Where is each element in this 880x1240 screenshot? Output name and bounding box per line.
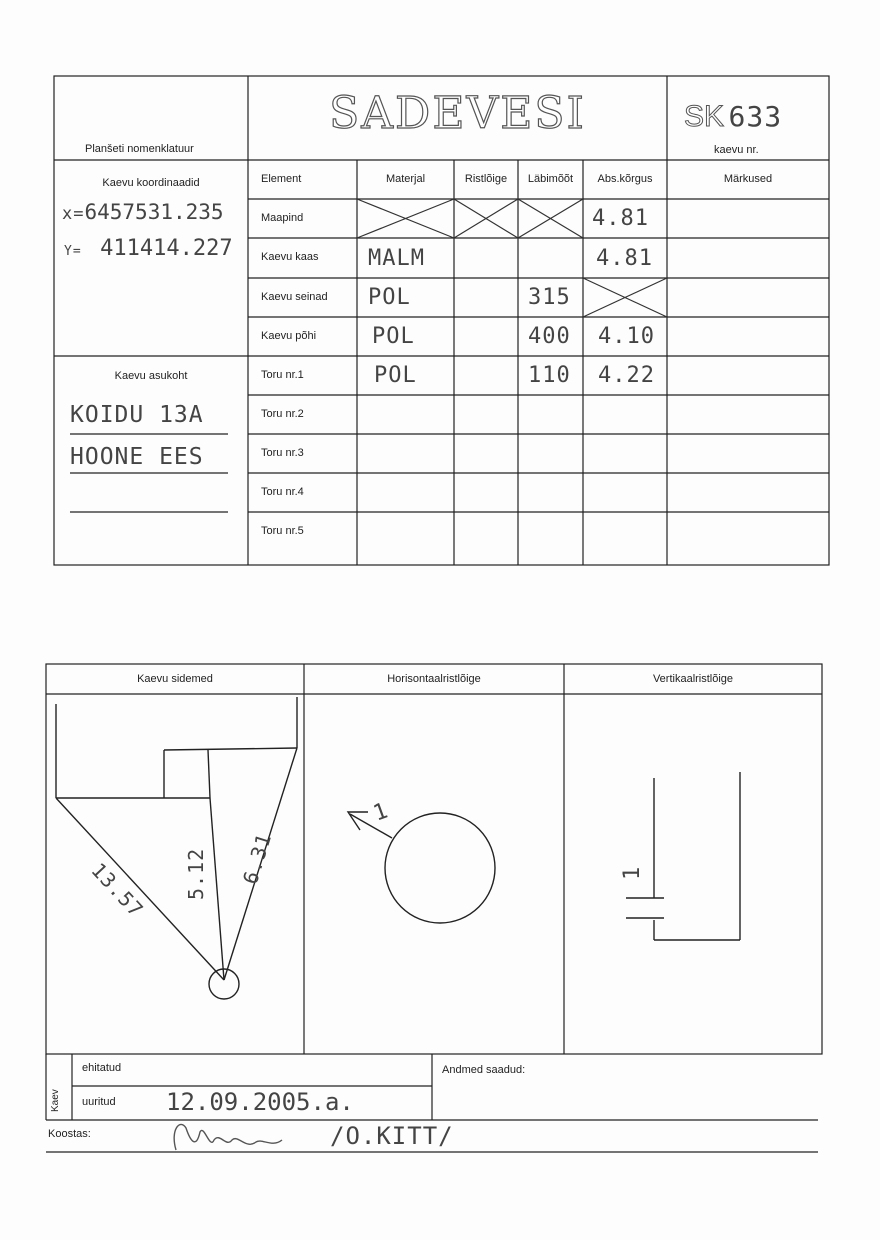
cell-abs-korgus: 4.22 (598, 363, 655, 388)
cell-materjal: POL (368, 285, 411, 310)
dimension-label: 6.31 (238, 830, 277, 888)
koostas-label: Koostas: (48, 1128, 91, 1140)
row-element: Kaevu seinad (261, 291, 328, 303)
row-element: Maapind (261, 212, 304, 224)
cell-abs-korgus: 4.81 (596, 246, 653, 271)
col-element: Element (261, 173, 302, 185)
x-value: 6457531.235 (84, 200, 224, 224)
row-element: Toru nr.2 (261, 408, 304, 420)
form-title: SADEVESI (329, 88, 586, 139)
col-labimoot: Läbimõõt (527, 173, 574, 185)
row-element: Kaevu kaas (261, 251, 319, 263)
row-element: Kaevu põhi (261, 330, 317, 342)
nomenclature-label: Planšeti nomenklatuur (85, 143, 194, 155)
cell-labimoot: 315 (528, 285, 571, 310)
andmed-label: Andmed saadud: (442, 1064, 526, 1076)
uuritud-label: uuritud (82, 1096, 116, 1108)
col-materjal: Materjal (385, 173, 426, 185)
well-number-label: kaevu nr. (714, 144, 759, 156)
dimension-label: 5.12 (184, 847, 208, 900)
koostas-name: /O.KITT/ (330, 1122, 454, 1150)
cell-labimoot: 110 (528, 363, 571, 388)
row-element: Toru nr.3 (261, 447, 304, 459)
location-line-1: KOIDU 13A (70, 402, 204, 428)
col-abs-korgus: Abs.kõrgus (597, 173, 653, 185)
cell-materjal: POL (374, 363, 417, 388)
cell-abs-korgus: 4.81 (592, 206, 649, 231)
panel-title-sidemed: Kaevu sidemed (137, 673, 213, 685)
row-element: Toru nr.4 (261, 486, 304, 498)
well-number: 633 (728, 100, 783, 133)
coordinates-label: Kaevu koordinaadid (102, 177, 200, 189)
cell-abs-korgus: 4.10 (598, 324, 655, 349)
x-prefix: x= (62, 204, 85, 224)
well-code: SK (684, 100, 725, 133)
col-ristloige: Ristlõige (464, 173, 508, 185)
pipe-number-label: 1 (620, 865, 645, 880)
y-value: 411414.227 (100, 236, 233, 261)
pipe-number-label: 1 (370, 798, 393, 827)
panel-title-horizontal: Horisontaalristlõige (387, 673, 481, 685)
cell-materjal: MALM (368, 246, 425, 271)
kaev-label: Kaev (50, 1089, 61, 1112)
panel-title-vertical: Vertikaalristlõige (652, 673, 734, 685)
uuritud-date: 12.09.2005.a. (166, 1088, 354, 1116)
cell-materjal: POL (372, 324, 415, 349)
ehitatud-label: ehitatud (82, 1062, 122, 1074)
location-line-2: HOONE EES (70, 444, 204, 470)
dimension-label: 13.57 (86, 858, 149, 923)
col-markused: Märkused (723, 173, 773, 185)
y-prefix: Y= (64, 244, 82, 259)
location-label: Kaevu asukoht (114, 370, 188, 382)
row-element: Toru nr.1 (261, 369, 304, 381)
row-element: Toru nr.5 (261, 525, 304, 537)
cell-labimoot: 400 (528, 324, 571, 349)
